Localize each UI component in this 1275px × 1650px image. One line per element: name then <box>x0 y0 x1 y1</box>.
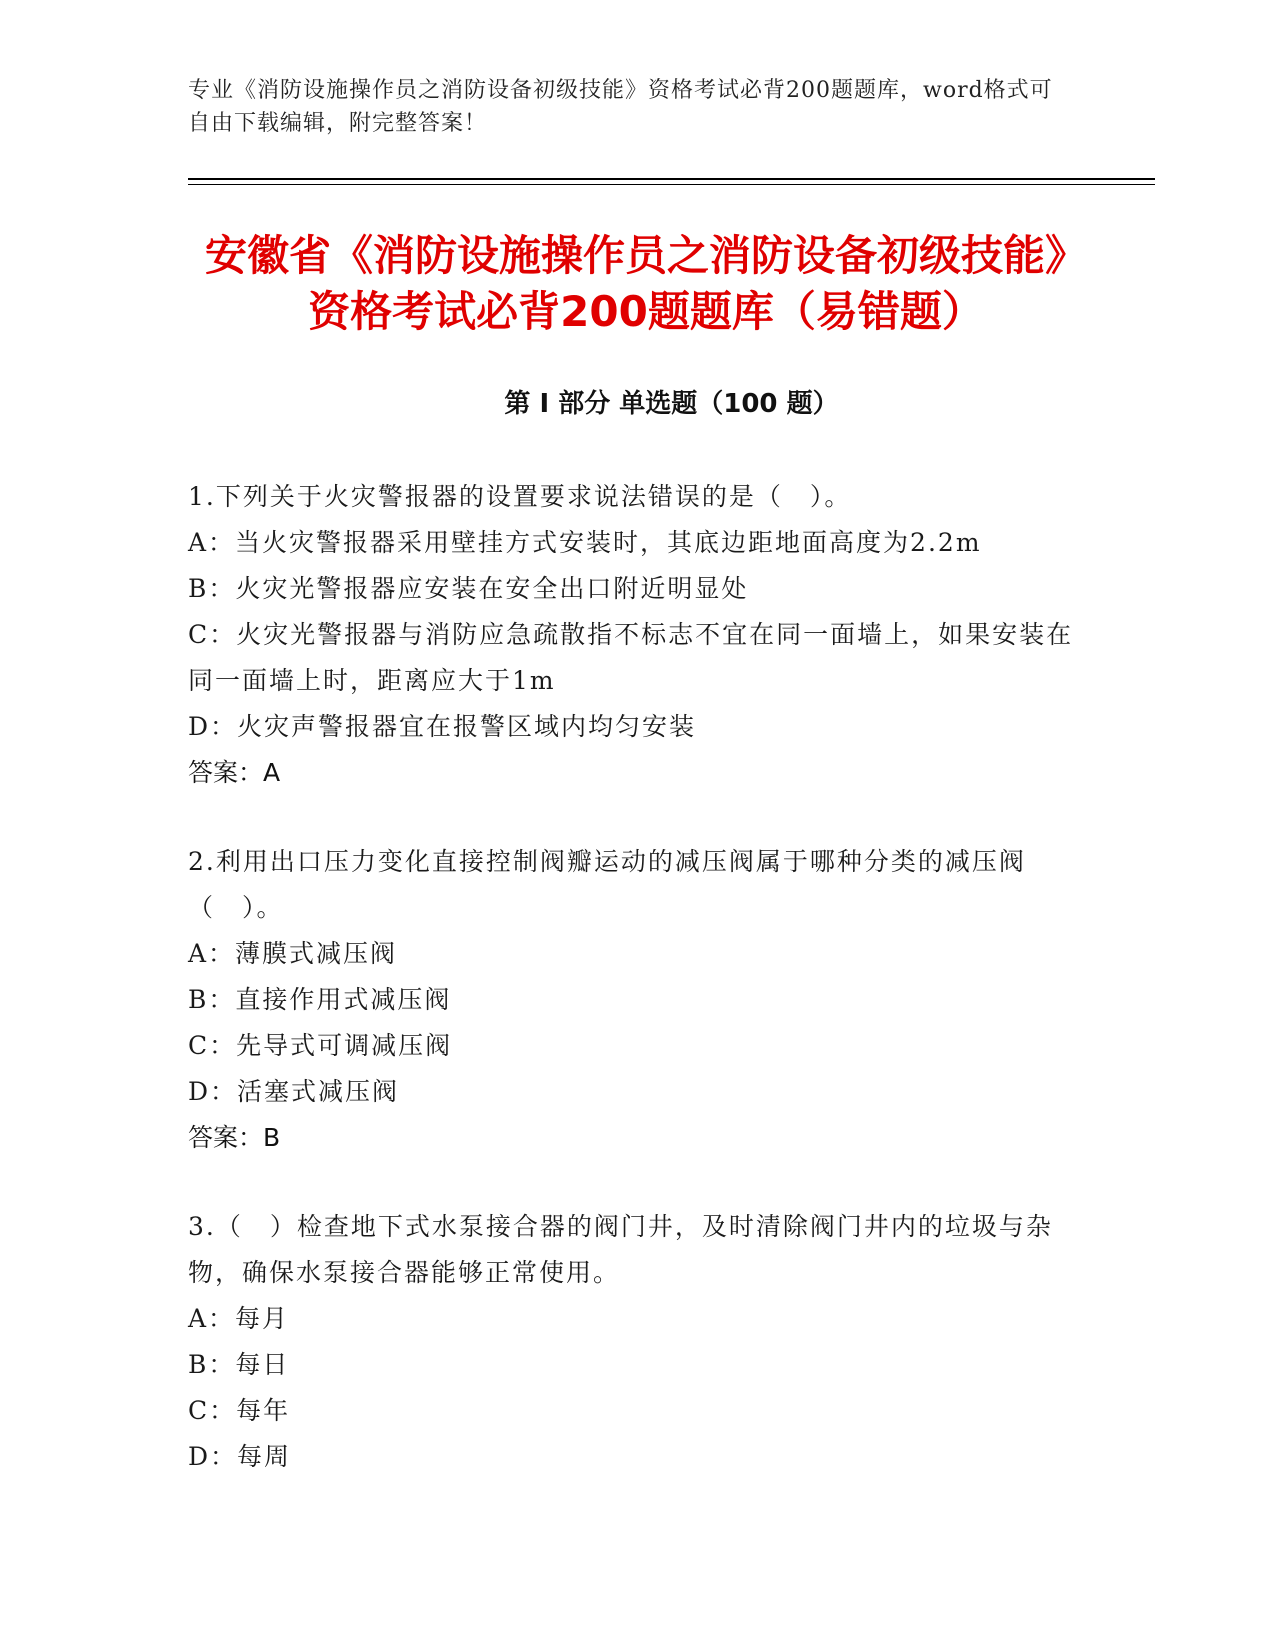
question-list <box>188 474 1088 1523</box>
option-d: D：每周 <box>188 1442 292 1471</box>
section-heading: 第 I 部分 单选题（100 题） <box>504 389 839 419</box>
question-1 <box>188 474 1088 796</box>
option-b: B：每日 <box>188 1350 290 1379</box>
answer: 答案：A <box>188 758 281 787</box>
option-d: D：火灾声警报器宜在报警区域内均匀安装 <box>188 712 697 741</box>
option-a: A：每月 <box>188 1304 290 1333</box>
option-c: C：每年 <box>188 1396 291 1425</box>
option-c: C：先导式可调减压阀 <box>188 1031 453 1060</box>
question-stem: 3.（ ）检查地下式水泵接合器的阀门井，及时清除阀门井内的垃圾与杂物，确保水泵接合器能够正常使用。 <box>188 1212 1053 1287</box>
option-b: B：直接作用式减压阀 <box>188 985 452 1014</box>
header-note: 专业《消防设施操作员之消防设备初级技能》资格考试必背200题题库，word格式可自由下载编辑，附完整答案！ <box>188 78 1053 136</box>
question-stem: 2.利用出口压力变化直接控制阀瓣运动的减压阀属于哪种分类的减压阀（ ）。 <box>188 847 1026 922</box>
question-stem: 1.下列关于火灾警报器的设置要求说法错误的是（ ）。 <box>188 482 852 511</box>
question-3 <box>188 1204 1088 1480</box>
question-2 <box>188 839 1088 1161</box>
option-a: A：当火灾警报器采用壁挂方式安装时，其底边距地面高度为2.2m <box>188 528 982 557</box>
option-c: C：火灾光警报器与消防应急疏散指不标志不宜在同一面墙上，如果安装在同一面墙上时，距离应大于1m <box>188 620 1074 695</box>
option-b: B：火灾光警报器应安装在安全出口附近明显处 <box>188 574 749 603</box>
answer: 答案：B <box>188 1123 281 1152</box>
option-a: A：薄膜式减压阀 <box>188 939 398 968</box>
header-divider-thin <box>188 184 1155 185</box>
header-divider-thick <box>188 178 1155 180</box>
option-d: D：活塞式减压阀 <box>188 1077 400 1106</box>
document-title: 安徽省《消防设施操作员之消防设备初级技能》资格考试必背200题题库（易错题） <box>204 231 1087 336</box>
